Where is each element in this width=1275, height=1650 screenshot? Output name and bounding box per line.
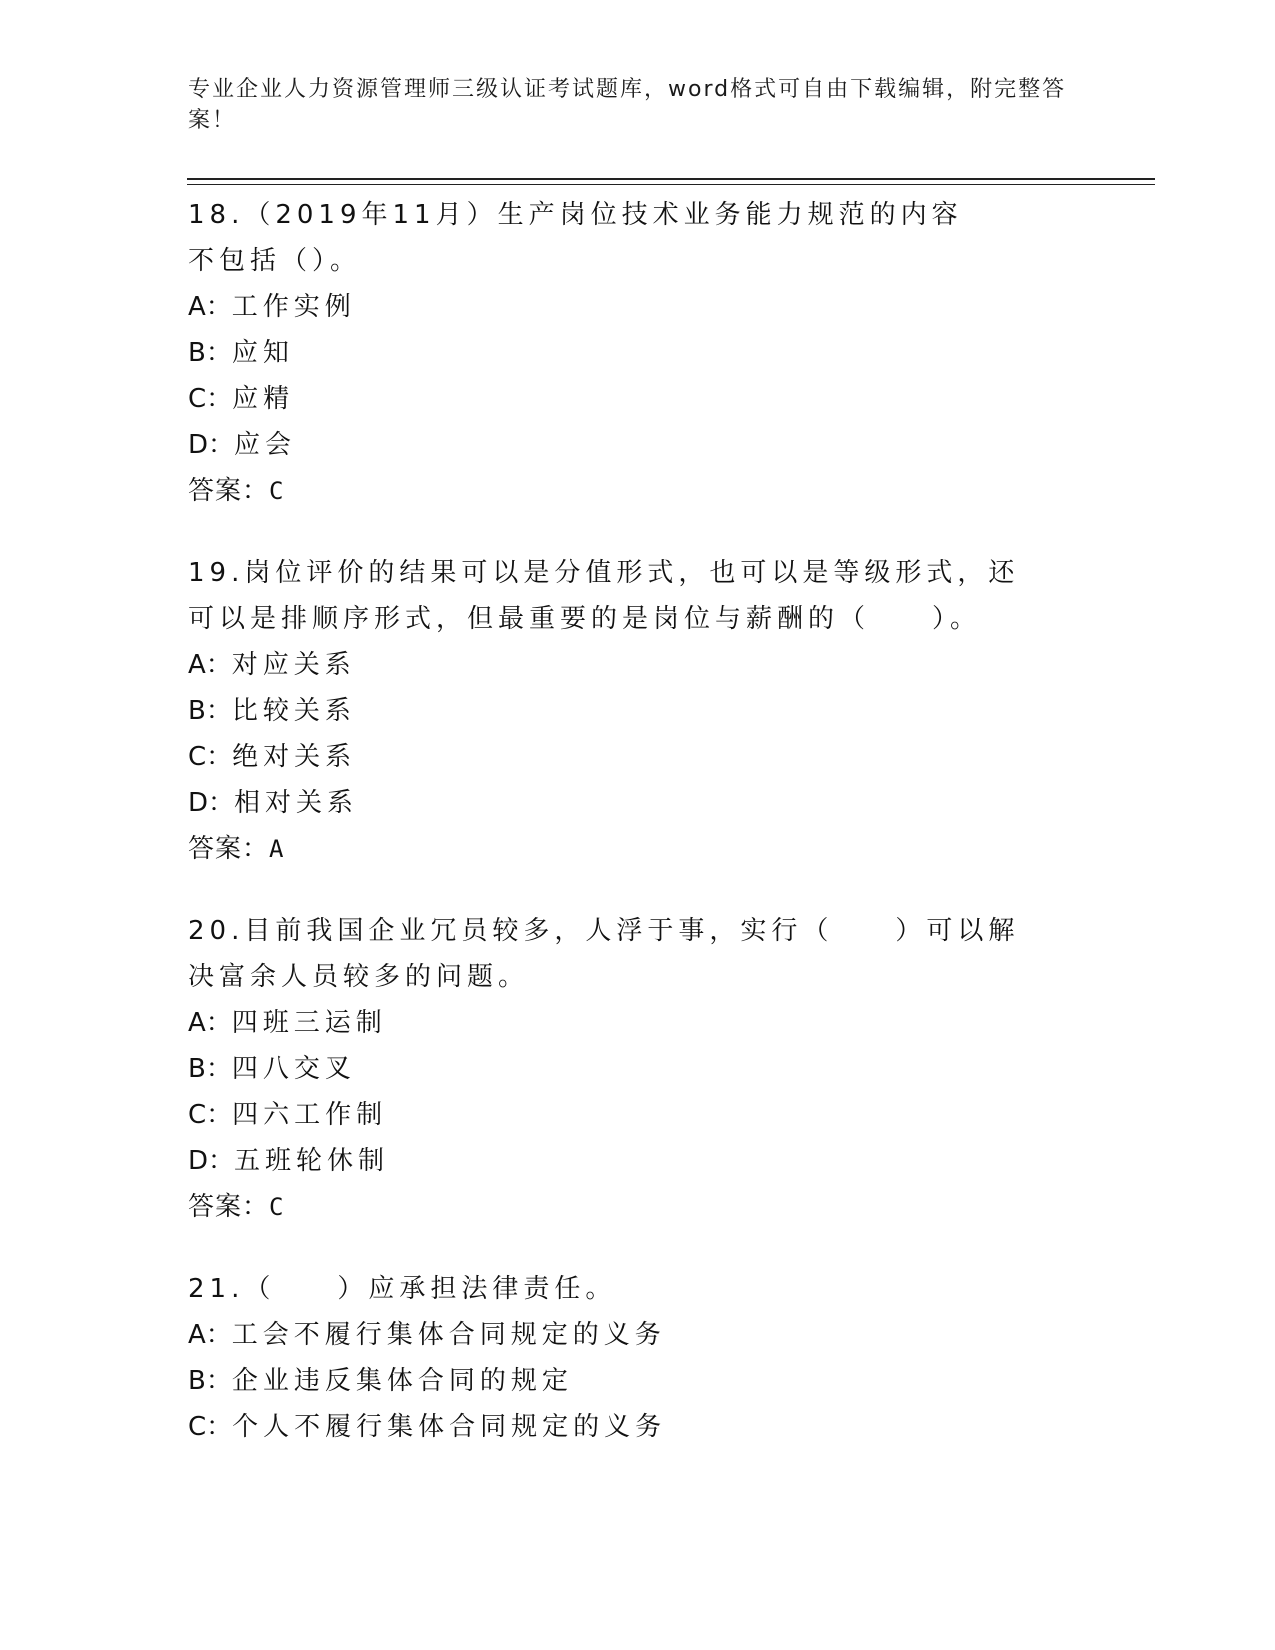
option-a — [188, 1000, 1088, 1046]
option-text: 工会不履行集体合同规定的义务 — [231, 1320, 666, 1350]
question-stem: 18.（2019年11月）生产岗位技术业务能力规范的内容不包括（）。 — [188, 200, 963, 276]
option-key: B： — [188, 1054, 232, 1084]
question-19 — [188, 550, 1088, 872]
option-text: 对应关系 — [231, 650, 356, 680]
option-c — [188, 1404, 1088, 1450]
option-text: 比较关系 — [231, 696, 356, 726]
option-text: 企业违反集体合同的规定 — [231, 1366, 573, 1396]
option-key: B： — [188, 1366, 232, 1396]
option-text: 四八交叉 — [231, 1054, 356, 1084]
option-text: 绝对关系 — [232, 742, 357, 772]
option-key: C： — [188, 384, 233, 414]
question-stem: 21.（ ）应承担法律责任。 — [188, 1274, 617, 1304]
option-key: B： — [188, 696, 232, 726]
option-key: C： — [188, 1100, 233, 1130]
option-key: D： — [188, 788, 235, 818]
answer-value: A — [269, 835, 285, 863]
option-a — [188, 1312, 1088, 1358]
question-list — [188, 192, 1088, 1486]
option-key: A： — [188, 1320, 232, 1350]
option-text: 相对关系 — [234, 788, 359, 818]
option-key: A： — [188, 1008, 232, 1038]
option-key: C： — [188, 1412, 233, 1442]
option-text: 应知 — [231, 338, 294, 368]
question-20 — [188, 908, 1088, 1230]
document-header: 专业企业人力资源管理师三级认证考试题库，word格式可自由下载编辑，附完整答案！ — [188, 77, 1067, 133]
option-d — [188, 422, 1088, 468]
option-d — [188, 780, 1088, 826]
question-stem: 20.目前我国企业冗员较多，人浮于事，实行（ ）可以解决富余人员较多的问题。 — [188, 916, 1020, 992]
option-c — [188, 376, 1088, 422]
question-18 — [188, 192, 1088, 514]
option-key: A： — [188, 650, 232, 680]
option-key: D： — [188, 1146, 235, 1176]
option-text: 应精 — [232, 384, 295, 414]
option-key: D： — [188, 430, 235, 460]
answer-line — [188, 1184, 1088, 1230]
answer-label: 答案： — [188, 834, 270, 864]
question-stem: 19.岗位评价的结果可以是分值形式，也可以是等级形式，还可以是排顺序形式，但最重要的是岗位与薪酬的（ ）。 — [188, 558, 1020, 634]
answer-label: 答案： — [188, 476, 270, 506]
option-text: 工作实例 — [231, 292, 356, 322]
option-b — [188, 330, 1088, 376]
option-b — [188, 688, 1088, 734]
answer-line — [188, 468, 1088, 514]
option-b — [188, 1046, 1088, 1092]
option-text: 个人不履行集体合同规定的义务 — [232, 1412, 667, 1442]
option-text: 应会 — [234, 430, 297, 460]
option-a — [188, 284, 1088, 330]
option-c — [188, 1092, 1088, 1138]
answer-line — [188, 826, 1088, 872]
answer-label: 答案： — [188, 1192, 270, 1222]
option-key: A： — [188, 292, 232, 322]
question-21 — [188, 1266, 1088, 1450]
answer-value: C — [269, 1193, 285, 1221]
option-key: C： — [188, 742, 233, 772]
option-d — [188, 1138, 1088, 1184]
option-a — [188, 642, 1088, 688]
option-text: 五班轮休制 — [234, 1146, 390, 1176]
option-text: 四班三运制 — [231, 1008, 387, 1038]
header-rule-top — [187, 178, 1155, 180]
option-key: B： — [188, 338, 232, 368]
header-rule-bottom — [187, 184, 1155, 185]
option-c — [188, 734, 1088, 780]
option-text: 四六工作制 — [232, 1100, 388, 1130]
option-b — [188, 1358, 1088, 1404]
answer-value: C — [269, 477, 285, 505]
